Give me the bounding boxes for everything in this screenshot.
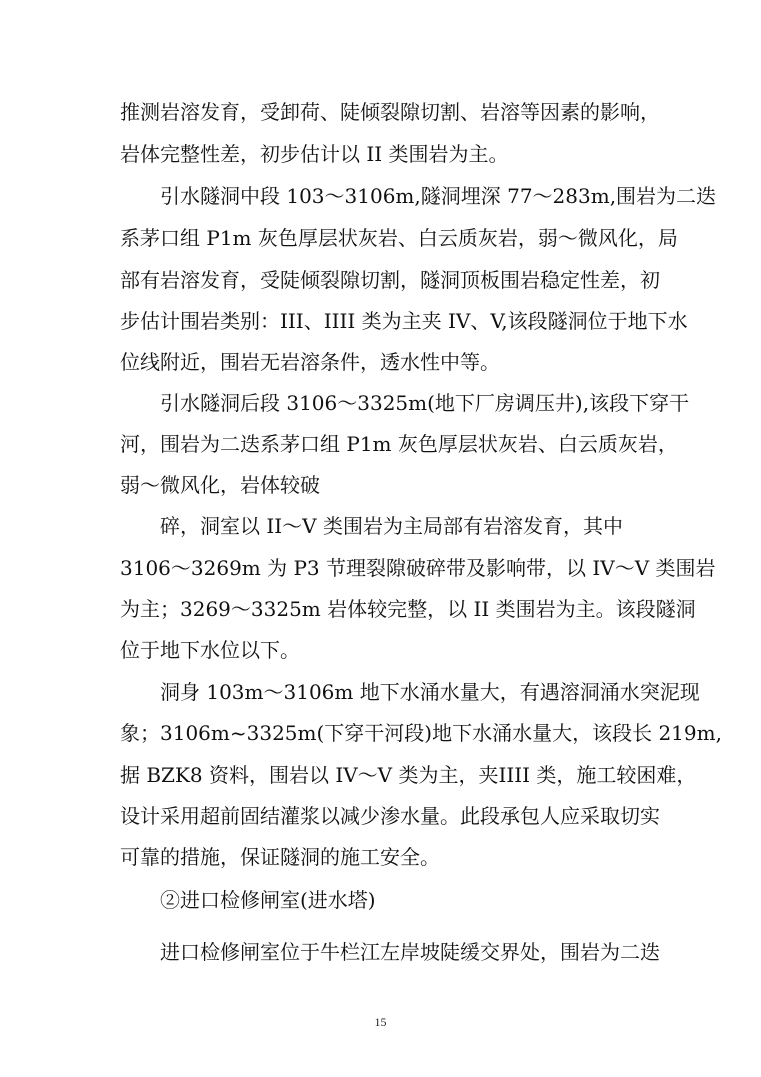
text-line: 河，围岩为二迭系茅口组 P1m 灰色厚层状灰岩、白云质灰岩， [120,432,678,456]
text-line: 设计采用超前固结灌浆以减少渗水量。此段承包人应采取切实 [120,804,660,828]
text-line: 3106～3269m 为 P3 节理裂隙破碎带及影响带，以 IV～V 类围岩 [120,556,716,580]
text-line: 可靠的措施，保证隧洞的施工安全。 [120,845,440,869]
paragraph-start-line: 引水隧洞后段 3106～3325m(地下厂房调压井),该段下穿干 [160,391,690,415]
text-line: 象；3106m~3325m(下穿干河段)地下水涌水量大，该段长 219m, [120,721,722,745]
text-line: 据 BZK8 资料，围岩以 IV～V 类为主，夹IIII 类，施工较困难， [120,763,697,787]
paragraph-start-line: 引水隧洞中段 103～3106m,隧洞埋深 77～283m,围岩为二迭 [160,184,717,208]
text-line: 部有岩溶发育，受陡倾裂隙切割，隧洞顶板围岩稳定性差，初 [120,268,660,292]
text-line: 步估计围岩类别：III、IIII 类为主夹 IV、V,该段隧洞位于地下水 [120,309,688,333]
paragraph-start-line: 碎，洞室以 II～V 类围岩为主局部有岩溶发育，其中 [160,514,623,538]
section-heading: ②进口检修闸室(进水塔) [160,888,376,912]
page-number: 15 [374,1015,387,1029]
text-line: 推测岩溶发育，受卸荷、陡倾裂隙切割、岩溶等因素的影响， [120,100,660,124]
text-line: 岩体完整性差，初步估计以 II 类围岩为主。 [120,142,509,166]
text-line: 位于地下水位以下。 [120,638,300,662]
text-line: 系茅口组 P1m 灰色厚层状灰岩、白云质灰岩，弱～微风化，局 [120,226,678,250]
paragraph-start-line: 进口检修闸室位于牛栏江左岸坡陡缓交界处，围岩为二迭 [160,940,660,964]
text-line: 弱～微风化，岩体较破 [120,473,320,497]
text-line: 位线附近，围岩无岩溶条件，透水性中等。 [120,350,500,374]
paragraph-start-line: 洞身 103m～3106m 地下水涌水量大，有遇溶洞涌水突泥现 [160,680,700,704]
text-line: 为主；3269～3325m 岩体较完整，以 II 类围岩为主。该段隧洞 [120,597,696,621]
